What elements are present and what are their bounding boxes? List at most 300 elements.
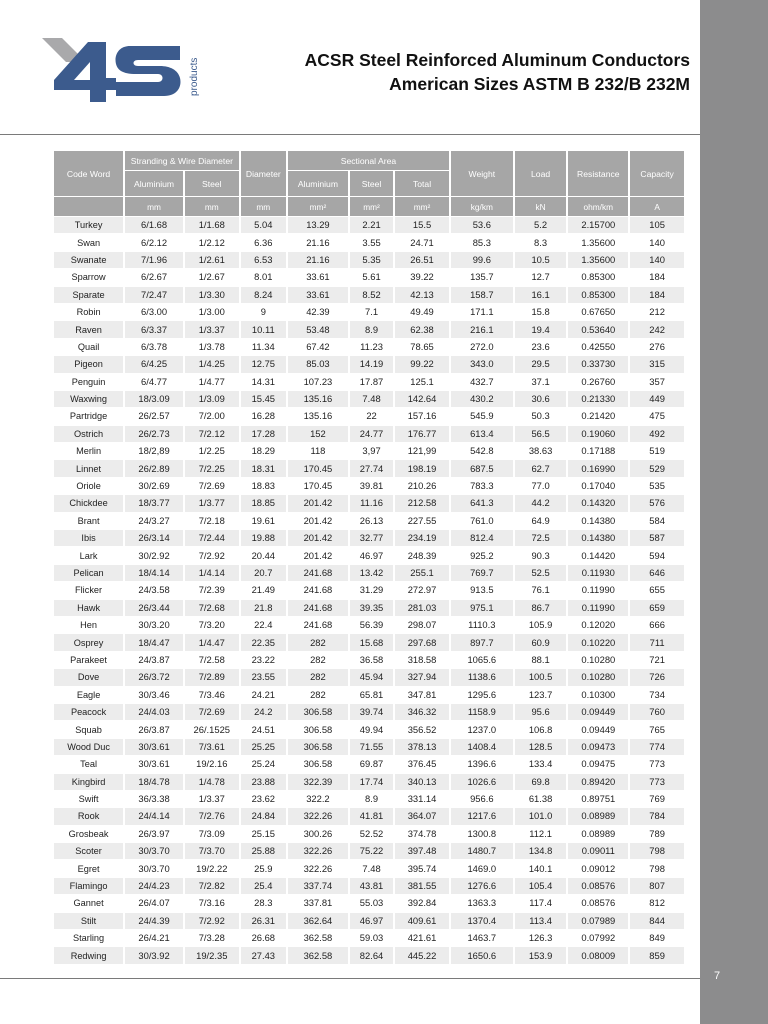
table-cell: 327.94 — [395, 669, 449, 685]
table-row — [54, 234, 684, 250]
table-cell: 7/2.82 — [185, 878, 239, 894]
table-cell: 26/2.89 — [125, 460, 183, 476]
table-cell: 584 — [630, 513, 684, 529]
table-cell: 18.85 — [241, 495, 286, 511]
table-cell: 21.16 — [288, 252, 348, 268]
table-cell: 21.16 — [288, 234, 348, 250]
table-cell: 7.48 — [350, 391, 393, 407]
table-cell: 1/3.09 — [185, 391, 239, 407]
table-cell: 26/3.14 — [125, 530, 183, 546]
table-cell: 142.64 — [395, 391, 449, 407]
table-cell: 39.22 — [395, 269, 449, 285]
table-cell: 100.5 — [515, 669, 567, 685]
table-row — [54, 721, 684, 737]
table-cell: 641.3 — [451, 495, 513, 511]
table-cell: 340.13 — [395, 774, 449, 790]
table-cell: 272.97 — [395, 582, 449, 598]
table-cell: 659 — [630, 600, 684, 616]
table-row — [54, 617, 684, 633]
table-cell: 121,99 — [395, 443, 449, 459]
table-cell: 25.9 — [241, 860, 286, 876]
table-cell: 241.68 — [288, 600, 348, 616]
table-cell: 7.48 — [350, 860, 393, 876]
table-row — [54, 652, 684, 668]
table-cell: 21.8 — [241, 600, 286, 616]
table-row — [54, 756, 684, 772]
table-cell: 1/2.25 — [185, 443, 239, 459]
table-cell: 897.7 — [451, 634, 513, 650]
table-row — [54, 547, 684, 563]
code-word-cell: Merlin — [54, 443, 123, 459]
table-cell: 24.51 — [241, 721, 286, 737]
table-cell: 85.3 — [451, 234, 513, 250]
units-row — [54, 197, 684, 216]
header-steel: Steel — [185, 171, 239, 196]
code-word-cell: Flicker — [54, 582, 123, 598]
table-cell: 8.9 — [350, 791, 393, 807]
code-word-cell: Brant — [54, 513, 123, 529]
table-cell: 646 — [630, 565, 684, 581]
table-cell: 397.48 — [395, 843, 449, 859]
table-cell: 24.77 — [350, 426, 393, 442]
table-cell: 1276.6 — [451, 878, 513, 894]
table-cell: 1480.7 — [451, 843, 513, 859]
table-cell: 14.19 — [350, 356, 393, 372]
header-diameter: Diameter — [241, 151, 286, 196]
table-cell: 1/3.77 — [185, 495, 239, 511]
table-cell: 337.74 — [288, 878, 348, 894]
table-cell: 105.9 — [515, 617, 567, 633]
title-line-1: ACSR Steel Reinforced Aluminum Conductors — [304, 50, 690, 70]
table-cell: 75.22 — [350, 843, 393, 859]
table-cell: 201.42 — [288, 513, 348, 529]
table-cell: 15.45 — [241, 391, 286, 407]
table-cell: 0.09475 — [568, 756, 628, 772]
table-cell: 30/3.61 — [125, 739, 183, 755]
table-cell: 475 — [630, 408, 684, 424]
table-cell: 2.21 — [350, 217, 393, 233]
header-aluminium: Aluminium — [125, 171, 183, 196]
table-cell: 1408.4 — [451, 739, 513, 755]
table-cell: 449 — [630, 391, 684, 407]
code-word-cell: Egret — [54, 860, 123, 876]
table-cell: 6/1.68 — [125, 217, 183, 233]
table-cell: 24.21 — [241, 687, 286, 703]
code-word-cell: Swan — [54, 234, 123, 250]
table-cell: 32.77 — [350, 530, 393, 546]
table-cell: 7/2.68 — [185, 600, 239, 616]
table-row — [54, 565, 684, 581]
table-cell: 18/4.14 — [125, 565, 183, 581]
code-word-cell: Oriole — [54, 478, 123, 494]
table-cell: 409.61 — [395, 913, 449, 929]
header-divider — [0, 134, 700, 135]
table-cell: 1237.0 — [451, 721, 513, 737]
table-cell: 19/2.16 — [185, 756, 239, 772]
code-word-cell: Hawk — [54, 600, 123, 616]
table-cell: 71.55 — [350, 739, 393, 755]
table-row — [54, 513, 684, 529]
table-row — [54, 860, 684, 876]
table-cell: 18/3.09 — [125, 391, 183, 407]
table-cell: 7/2.92 — [185, 547, 239, 563]
code-word-cell: Grosbeak — [54, 826, 123, 842]
unit-cell: mm — [125, 197, 183, 216]
table-cell: 3.55 — [350, 234, 393, 250]
unit-cell: mm² — [350, 197, 393, 216]
table-cell: 6/3.78 — [125, 339, 183, 355]
svg-text:products: products — [189, 57, 200, 96]
table-cell: 364.07 — [395, 808, 449, 824]
table-cell: 1/1.68 — [185, 217, 239, 233]
table-cell: 152 — [288, 426, 348, 442]
code-word-cell: Hen — [54, 617, 123, 633]
table-cell: 242 — [630, 321, 684, 337]
code-word-cell: Swift — [54, 791, 123, 807]
table-cell: 24/3.27 — [125, 513, 183, 529]
table-cell: 0.26760 — [568, 374, 628, 390]
table-cell: 0.42550 — [568, 339, 628, 355]
table-cell: 306.58 — [288, 704, 348, 720]
table-cell: 545.9 — [451, 408, 513, 424]
table-cell: 26.68 — [241, 930, 286, 946]
table-cell: 23.88 — [241, 774, 286, 790]
table-cell: 112.1 — [515, 826, 567, 842]
table-row — [54, 304, 684, 320]
table-cell: 7/2.18 — [185, 513, 239, 529]
table-cell: 1/2.61 — [185, 252, 239, 268]
unit-cell: mm — [185, 197, 239, 216]
table-cell: 7/2.44 — [185, 530, 239, 546]
table-cell: 107.23 — [288, 374, 348, 390]
table-cell: 52.52 — [350, 826, 393, 842]
table-cell: 666 — [630, 617, 684, 633]
table-cell: 1/4.25 — [185, 356, 239, 372]
table-cell: 184 — [630, 287, 684, 303]
code-word-cell: Flamingo — [54, 878, 123, 894]
table-cell: 26/3.44 — [125, 600, 183, 616]
table-cell: 37.1 — [515, 374, 567, 390]
table-cell: 7/2.76 — [185, 808, 239, 824]
table-cell: 0.09473 — [568, 739, 628, 755]
table-row — [54, 460, 684, 476]
table-cell: 30/3.46 — [125, 687, 183, 703]
table-cell: 6/2.12 — [125, 234, 183, 250]
title-line-2: American Sizes ASTM B 232/B 232M — [389, 74, 690, 94]
table-cell: 25.4 — [241, 878, 286, 894]
table-cell: 95.6 — [515, 704, 567, 720]
table-cell: 234.19 — [395, 530, 449, 546]
table-cell: 306.58 — [288, 721, 348, 737]
table-cell: 20.7 — [241, 565, 286, 581]
table-cell: 17.28 — [241, 426, 286, 442]
table-cell: 7/2.12 — [185, 426, 239, 442]
table-cell: 69.87 — [350, 756, 393, 772]
table-cell: 0.21420 — [568, 408, 628, 424]
table-cell: 0.14380 — [568, 513, 628, 529]
table-cell: 25.15 — [241, 826, 286, 842]
table-cell: 33.61 — [288, 269, 348, 285]
table-cell: 26/3.97 — [125, 826, 183, 842]
table-cell: 374.78 — [395, 826, 449, 842]
table-row — [54, 582, 684, 598]
table-cell: 46.97 — [350, 913, 393, 929]
table-cell: 322.26 — [288, 808, 348, 824]
table-cell: 1026.6 — [451, 774, 513, 790]
table-cell: 210.26 — [395, 478, 449, 494]
unit-cell: A — [630, 197, 684, 216]
unit-cell: kN — [515, 197, 567, 216]
table-cell: 33.61 — [288, 287, 348, 303]
table-cell: 1650.6 — [451, 947, 513, 963]
table-cell: 613.4 — [451, 426, 513, 442]
table-cell: 1463.7 — [451, 930, 513, 946]
table-cell: 1/4.14 — [185, 565, 239, 581]
code-word-cell: Stilt — [54, 913, 123, 929]
table-cell: 7/3.16 — [185, 895, 239, 911]
code-word-cell: Sparrow — [54, 269, 123, 285]
table-cell: 26.51 — [395, 252, 449, 268]
unit-cell: ohm/km — [568, 197, 628, 216]
code-word-cell: Swanate — [54, 252, 123, 268]
table-cell: 25.25 — [241, 739, 286, 755]
conductor-table — [52, 150, 686, 965]
table-cell: 8.52 — [350, 287, 393, 303]
table-cell: 24/4.39 — [125, 913, 183, 929]
table-cell: 24.84 — [241, 808, 286, 824]
table-cell: 1/2.12 — [185, 234, 239, 250]
table-cell: 10.11 — [241, 321, 286, 337]
table-cell: 7/2.69 — [185, 704, 239, 720]
table-cell: 46.97 — [350, 547, 393, 563]
table-cell: 322.26 — [288, 843, 348, 859]
table-cell: 3,97 — [350, 443, 393, 459]
table-cell: 26/3.72 — [125, 669, 183, 685]
table-cell: 331.14 — [395, 791, 449, 807]
table-cell: 7/1.96 — [125, 252, 183, 268]
table-cell: 38.63 — [515, 443, 567, 459]
table-cell: 42.13 — [395, 287, 449, 303]
table-cell: 19.4 — [515, 321, 567, 337]
table-row — [54, 269, 684, 285]
table-cell: 24/4.14 — [125, 808, 183, 824]
table-cell: 18/3.77 — [125, 495, 183, 511]
table-cell: 8.3 — [515, 234, 567, 250]
table-cell: 322.26 — [288, 860, 348, 876]
table-cell: 23.62 — [241, 791, 286, 807]
table-cell: 783.3 — [451, 478, 513, 494]
table-cell: 347.81 — [395, 687, 449, 703]
table-cell: 7/3.28 — [185, 930, 239, 946]
table-cell: 69.8 — [515, 774, 567, 790]
table-cell: 135.16 — [288, 391, 348, 407]
table-cell: 1/4.78 — [185, 774, 239, 790]
table-cell: 13.29 — [288, 217, 348, 233]
table-cell: 0.08576 — [568, 878, 628, 894]
table-cell: 0.09011 — [568, 843, 628, 859]
table-cell: 153.9 — [515, 947, 567, 963]
table-cell: 99.6 — [451, 252, 513, 268]
table-row — [54, 669, 684, 685]
table-cell: 0.10300 — [568, 687, 628, 703]
table-cell: 59.03 — [350, 930, 393, 946]
table-cell: 212 — [630, 304, 684, 320]
page-number: 7 — [713, 970, 721, 982]
table-row — [54, 443, 684, 459]
table-cell: 0.85300 — [568, 287, 628, 303]
table-cell: 20.44 — [241, 547, 286, 563]
table-cell: 276 — [630, 339, 684, 355]
table-cell: 50.3 — [515, 408, 567, 424]
table-cell: 769.7 — [451, 565, 513, 581]
table-cell: 395.74 — [395, 860, 449, 876]
table-cell: 9 — [241, 304, 286, 320]
table-cell: 421.61 — [395, 930, 449, 946]
table-cell: 1/3.30 — [185, 287, 239, 303]
table-cell: 0.85300 — [568, 269, 628, 285]
table-cell: 784 — [630, 808, 684, 824]
table-cell: 53.6 — [451, 217, 513, 233]
table-row — [54, 843, 684, 859]
table-cell: 0.21330 — [568, 391, 628, 407]
table-cell: 769 — [630, 791, 684, 807]
table-row — [54, 217, 684, 233]
table-cell: 376.45 — [395, 756, 449, 772]
code-word-cell: Wood Duc — [54, 739, 123, 755]
table-cell: 26/2.57 — [125, 408, 183, 424]
table-cell: 241.68 — [288, 617, 348, 633]
table-cell: 0.10220 — [568, 634, 628, 650]
table-cell: 61.38 — [515, 791, 567, 807]
header-resistance: Resistance — [568, 151, 628, 196]
table-row — [54, 913, 684, 929]
table-cell: 0.07989 — [568, 913, 628, 929]
table-cell: 90.3 — [515, 547, 567, 563]
table-cell: 576 — [630, 495, 684, 511]
code-word-cell: Ibis — [54, 530, 123, 546]
table-cell: 128.5 — [515, 739, 567, 755]
table-cell: 113.4 — [515, 913, 567, 929]
header-total: Total — [395, 171, 449, 196]
table-cell: 31.29 — [350, 582, 393, 598]
table-cell: 2.15700 — [568, 217, 628, 233]
table-cell: 318.58 — [395, 652, 449, 668]
table-cell: 7/2.39 — [185, 582, 239, 598]
table-cell: 30/2.69 — [125, 478, 183, 494]
table-cell: 300.26 — [288, 826, 348, 842]
table-row — [54, 878, 684, 894]
table-cell: 212.58 — [395, 495, 449, 511]
table-cell: 306.58 — [288, 739, 348, 755]
table-cell: 6.53 — [241, 252, 286, 268]
table-cell: 44.2 — [515, 495, 567, 511]
table-cell: 761.0 — [451, 513, 513, 529]
table-cell: 39.81 — [350, 478, 393, 494]
table-cell: 1/2.67 — [185, 269, 239, 285]
table-cell: 535 — [630, 478, 684, 494]
table-cell: 15.68 — [350, 634, 393, 650]
table-cell: 24/4.03 — [125, 704, 183, 720]
table-cell: 7/3.61 — [185, 739, 239, 755]
table-cell: 13.42 — [350, 565, 393, 581]
table-cell: 849 — [630, 930, 684, 946]
table-cell: 789 — [630, 826, 684, 842]
table-cell: 5.2 — [515, 217, 567, 233]
unit-cell: mm² — [288, 197, 348, 216]
table-cell: 7.1 — [350, 304, 393, 320]
table-cell: 0.67650 — [568, 304, 628, 320]
table-cell: 26.13 — [350, 513, 393, 529]
table-cell: 140 — [630, 234, 684, 250]
table-row — [54, 530, 684, 546]
table-row — [54, 356, 684, 372]
table-cell: 812.4 — [451, 530, 513, 546]
table-cell: 430.2 — [451, 391, 513, 407]
table-cell: 72.5 — [515, 530, 567, 546]
table-cell: 26/3.87 — [125, 721, 183, 737]
code-word-cell: Kingbird — [54, 774, 123, 790]
table-cell: 85.03 — [288, 356, 348, 372]
table-row — [54, 426, 684, 442]
table-cell: 27.74 — [350, 460, 393, 476]
table-cell: 297.68 — [395, 634, 449, 650]
table-cell: 357 — [630, 374, 684, 390]
table-cell: 14.31 — [241, 374, 286, 390]
table-cell: 198.19 — [395, 460, 449, 476]
table-cell: 135.16 — [288, 408, 348, 424]
table-row — [54, 739, 684, 755]
table-cell: 26/.1525 — [185, 721, 239, 737]
table-cell: 1370.4 — [451, 913, 513, 929]
table-cell: 24/3.58 — [125, 582, 183, 598]
table-cell: 0.11930 — [568, 565, 628, 581]
table-cell: 6/3.00 — [125, 304, 183, 320]
table-cell: 30/3.70 — [125, 843, 183, 859]
table-cell: 43.81 — [350, 878, 393, 894]
table-cell: 23.6 — [515, 339, 567, 355]
table-cell: 1158.9 — [451, 704, 513, 720]
header-sect-steel: Steel — [350, 171, 393, 196]
table-cell: 18/2,89 — [125, 443, 183, 459]
table-cell: 282 — [288, 669, 348, 685]
code-word-cell: Waxwing — [54, 391, 123, 407]
table-cell: 7/2.58 — [185, 652, 239, 668]
table-cell: 134.8 — [515, 843, 567, 859]
table-cell: 0.14320 — [568, 495, 628, 511]
table-cell: 587 — [630, 530, 684, 546]
table-cell: 11.23 — [350, 339, 393, 355]
table-cell: 734 — [630, 687, 684, 703]
table-cell: 687.5 — [451, 460, 513, 476]
table-cell: 362.58 — [288, 947, 348, 963]
table-cell: 5.61 — [350, 269, 393, 285]
table-cell: 306.58 — [288, 756, 348, 772]
table-row — [54, 687, 684, 703]
header-code-word: Code Word — [54, 151, 123, 196]
table-cell: 0.09449 — [568, 721, 628, 737]
table-cell: 726 — [630, 669, 684, 685]
header-load: Load — [515, 151, 567, 196]
table-cell: 392.84 — [395, 895, 449, 911]
table-cell: 10.5 — [515, 252, 567, 268]
table-cell: 49.49 — [395, 304, 449, 320]
table-cell: 6.36 — [241, 234, 286, 250]
table-cell: 26/4.07 — [125, 895, 183, 911]
table-cell: 52.5 — [515, 565, 567, 581]
table-cell: 0.08989 — [568, 826, 628, 842]
code-word-cell: Lark — [54, 547, 123, 563]
table-cell: 24/4.23 — [125, 878, 183, 894]
